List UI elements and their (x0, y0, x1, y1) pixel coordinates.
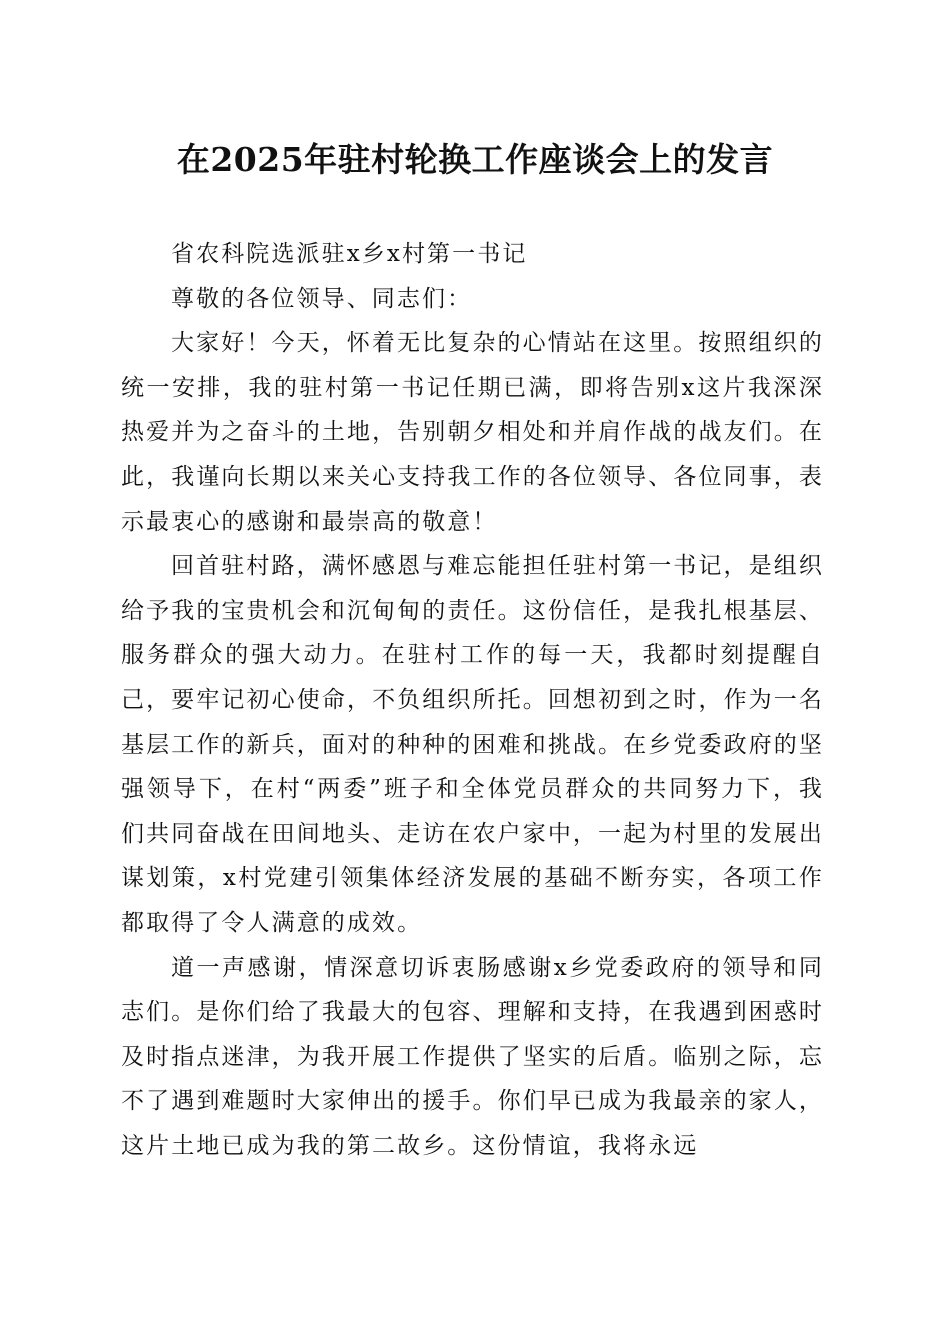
document-title: 在2025年驻村轮换工作座谈会上的发言 (176, 140, 774, 179)
paragraph-3: 道一声感谢，情深意切诉衷肠感谢x乡党委政府的领导和同志们。是你们给了我最大的包容、理解和支持，在我遇到困惑时及时指点迷津，为我开展工作提供了坚实的后盾。临别之际，忘不了遇到难题时大家伸出的援手。你们早已成为我最亲的家人，这片土地已成为我的第二故乡。这份情谊，我将永远 (121, 954, 824, 1159)
salutation: 尊敬的各位领导、同志们： (171, 285, 473, 312)
paragraph-2: 回首驻村路，满怀感恩与难忘能担任驻村第一书记，是组织给予我的宝贵机会和沉甸甸的责任。这份信任，是我扎根基层、服务群众的强大动力。在驻村工作的每一天，我都时刻提醒自己，要牢记初心使命，不负组织所托。回想初到之时，作为一名基层工作的新兵，面对的种种的困难和挑战。在乡党委政府的坚强领导下，在村“两委”班子和全体党员群众的共同努力下，我们共同奋战在田间地头、走访在农户家中，一起为村里的发展出谋划策，x村党建引领集体经济发展的基础不断夯实，各项工作都取得了令人满意的成效。 (121, 553, 824, 936)
byline: 省农科院选派驻x乡x村第一书记 (171, 241, 528, 267)
document-body (121, 232, 824, 1168)
paragraph-1: 大家好！今天，怀着无比复杂的心情站在这里。按照组织的统一安排，我的驻村第一书记任期已满，即将告别x这片我深深热爱并为之奋斗的土地，告别朝夕相处和并肩作战的战友们。在此，我谨向长期以来关心支持我工作的各位领导、各位同事，表示最衷心的感谢和最崇高的敬意！ (121, 330, 824, 535)
